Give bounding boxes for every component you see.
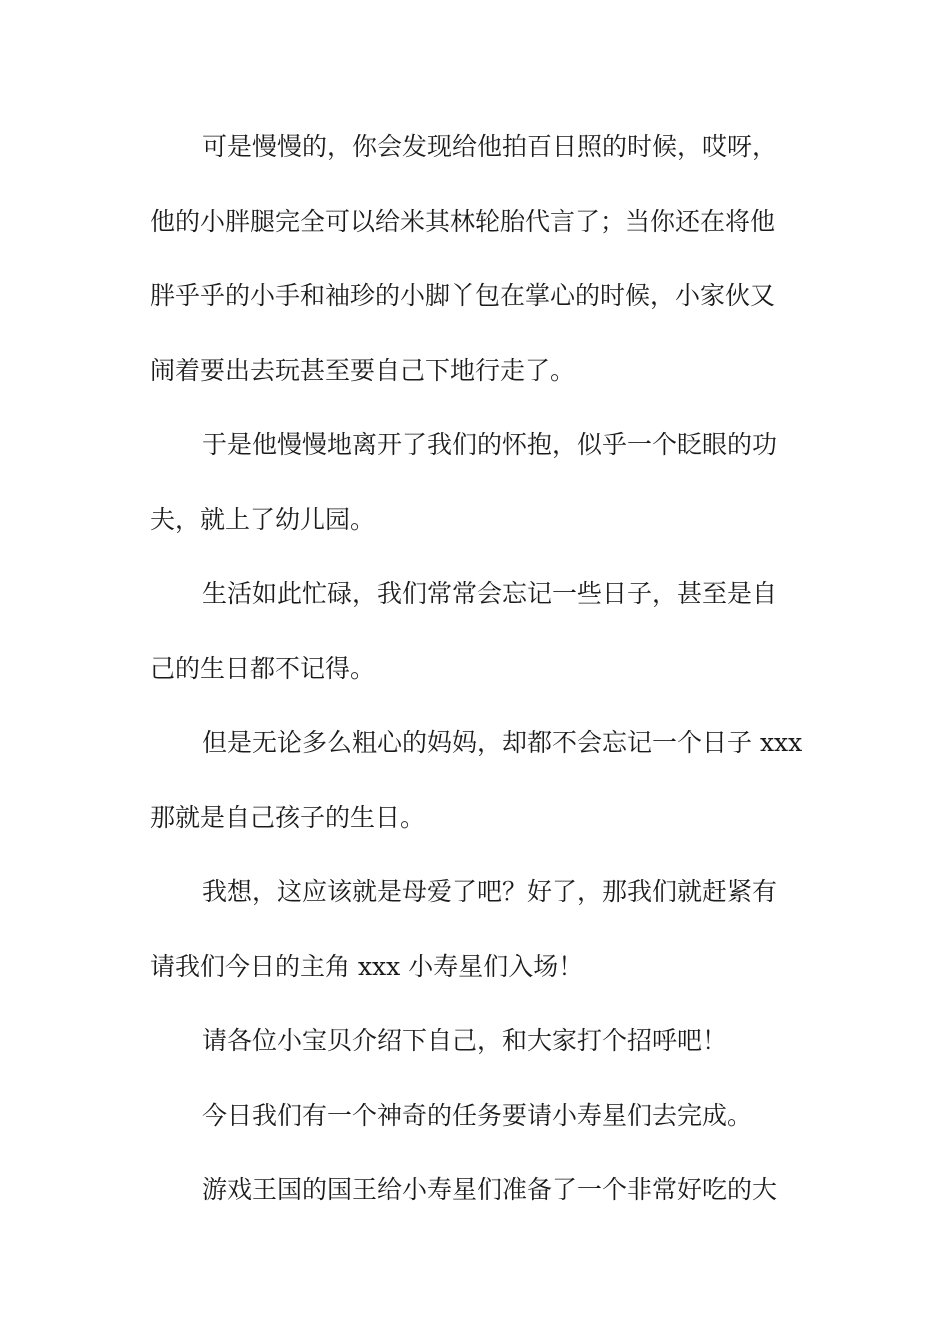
paragraph-8: [150, 1153, 810, 1228]
paragraph-4: [150, 706, 810, 855]
paragraph-line: 请各位小宝贝介绍下自己，和大家打个招呼吧！: [202, 1026, 728, 1055]
paragraph-line: 生活如此忙碌，我们常常会忘记一些日子，甚至是自: [202, 579, 778, 608]
paragraph-line: 可是慢慢的，你会发现给他拍百日照的时候，哎呀，: [202, 132, 778, 161]
paragraph-line: 今日我们有一个神奇的任务要请小寿星们去完成。: [202, 1100, 753, 1130]
paragraph-line: 他的小胖腿完全可以给米其林轮胎代言了；当你还在将他: [150, 206, 776, 236]
paragraph-5: [150, 855, 810, 1004]
paragraph-3: [150, 557, 810, 706]
paragraph-line: 于是他慢慢地离开了我们的怀抱，似乎一个眨眼的功: [202, 430, 778, 459]
paragraph-line: 我想，这应该就是母爱了吧？好了，那我们就赶紧有: [202, 877, 778, 906]
paragraph-line: 请我们今日的主角 xxx 小寿星们入场！: [150, 951, 584, 981]
paragraph-6: [150, 1004, 810, 1079]
paragraph-line: 胖乎乎的小手和袖珍的小脚丫包在掌心的时候，小家伙又: [150, 281, 776, 310]
paragraph-line: 夫，就上了幼儿园。: [150, 504, 376, 534]
paragraph-line: 但是无论多么粗心的妈妈，却都不会忘记一个日子 xxx: [202, 728, 803, 757]
paragraph-1: [150, 110, 810, 408]
paragraph-line: 那就是自己孩子的生日。: [150, 802, 426, 832]
paragraph-2: [150, 408, 810, 557]
paragraph-line: 游戏王国的国王给小寿星们准备了一个非常好吃的大: [202, 1175, 778, 1204]
document-body: [150, 110, 810, 1228]
paragraph-7: [150, 1079, 810, 1154]
paragraph-line: 闹着要出去玩甚至要自己下地行走了。: [150, 355, 576, 385]
paragraph-line: 己的生日都不记得。: [150, 653, 376, 683]
